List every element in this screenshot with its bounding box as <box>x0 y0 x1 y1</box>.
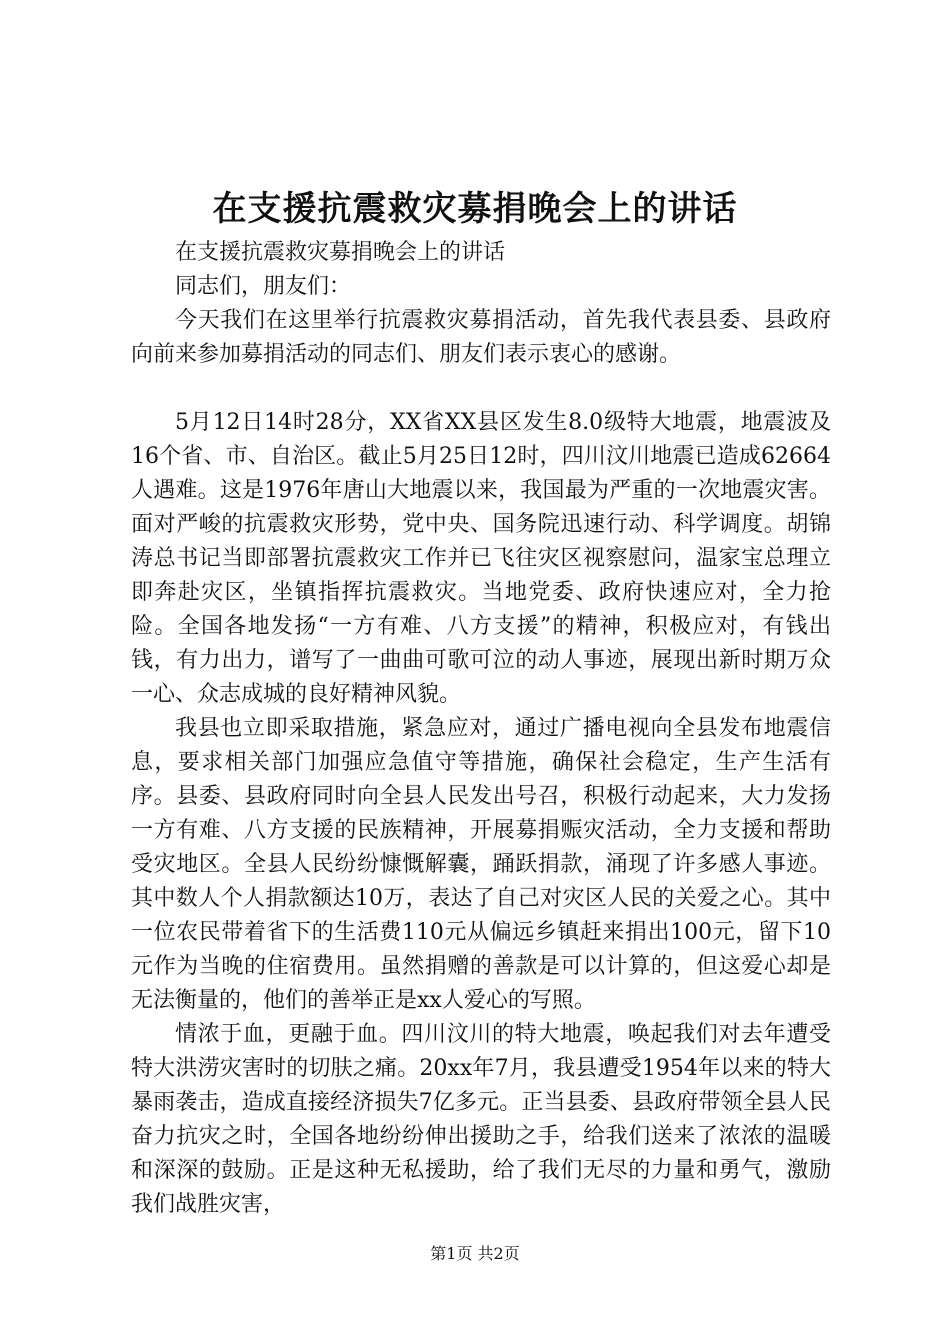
page-number-footer: 第1页 共2页 <box>430 1244 520 1263</box>
body-paragraph: 在支援抗震救灾募捐晚会上的讲话 <box>175 240 506 265</box>
body-paragraph: 我县也立即采取措施，紧急应对，通过广播电视向全县发布地震信息，要求相关部门加强应急值守等措施，确保社会稳定，生产生活有序。县委、县政府同时向全县人民发出号召，积极行动起来，大力发扬一方有难、八方支援的民族精神，开展募捐赈灾活动，全力支援和帮助受灾地区。全县人民纷纷慷慨解囊，踊跃捐款，涌现了许多感人事迹。其中数人个人捐款额达10万，表达了自己对灾区人民的关爱之心。其中一位农民带着省下的生活费110元从偏远乡镇赶来捐出100元，留下10元作为当晚的住宿费用。虽然捐赠的善款是可以计算的，但这爱心却是无法衡量的，他们的善举正是xx人爱心的写照。 <box>131 716 831 1013</box>
document-title: 在支援抗震救灾募捐晚会上的讲话 <box>212 189 738 229</box>
body-paragraph: 情浓于血，更融于血。四川汶川的特大地震，唤起我们对去年遭受特大洪涝灾害时的切肤之痛。20xx年7月，我县遭受1954年以来的特大暴雨袭击，造成直接经济损失7亿多元。正当县委、县政府带领全县人民奋力抗灾之时，全国各地纷纷伸出援助之手，给我们送来了浓浓的温暖和深深的鼓励。正是这种无私援助，给了我们无尽的力量和勇气，激励我们战胜灾害， <box>131 1022 831 1217</box>
document-body <box>131 236 831 1222</box>
body-paragraph: 5月12日14时28分，XX省XX县区发生8.0级特大地震，地震波及16个省、市、自治区。截止5月25日12时，四川汶川地震已造成62664人遇难。这是1976年唐山大地震以来，我国最为严重的一次地震灾害。面对严峻的抗震救灾形势，党中央、国务院迅速行动、科学调度。胡锦涛总书记当即部署抗震救灾工作并已飞往灾区视察慰问，温家宝总理立即奔赴灾区，坐镇指挥抗震救灾。当地党委、政府快速应对，全力抢险。全国各地发扬“一方有难、八方支援”的精神，积极应对，有钱出钱，有力出力，谱写了一曲曲可歌可泣的动人事迹，展现出新时期万众一心、众志成城的良好精神风貌。 <box>131 410 831 707</box>
salutation-paragraph: 同志们，朋友们： <box>175 274 352 299</box>
body-paragraph: 今天我们在这里举行抗震救灾募捐活动，首先我代表县委、县政府向前来参加募捐活动的同志们、朋友们表示衷心的感谢。 <box>131 308 831 367</box>
